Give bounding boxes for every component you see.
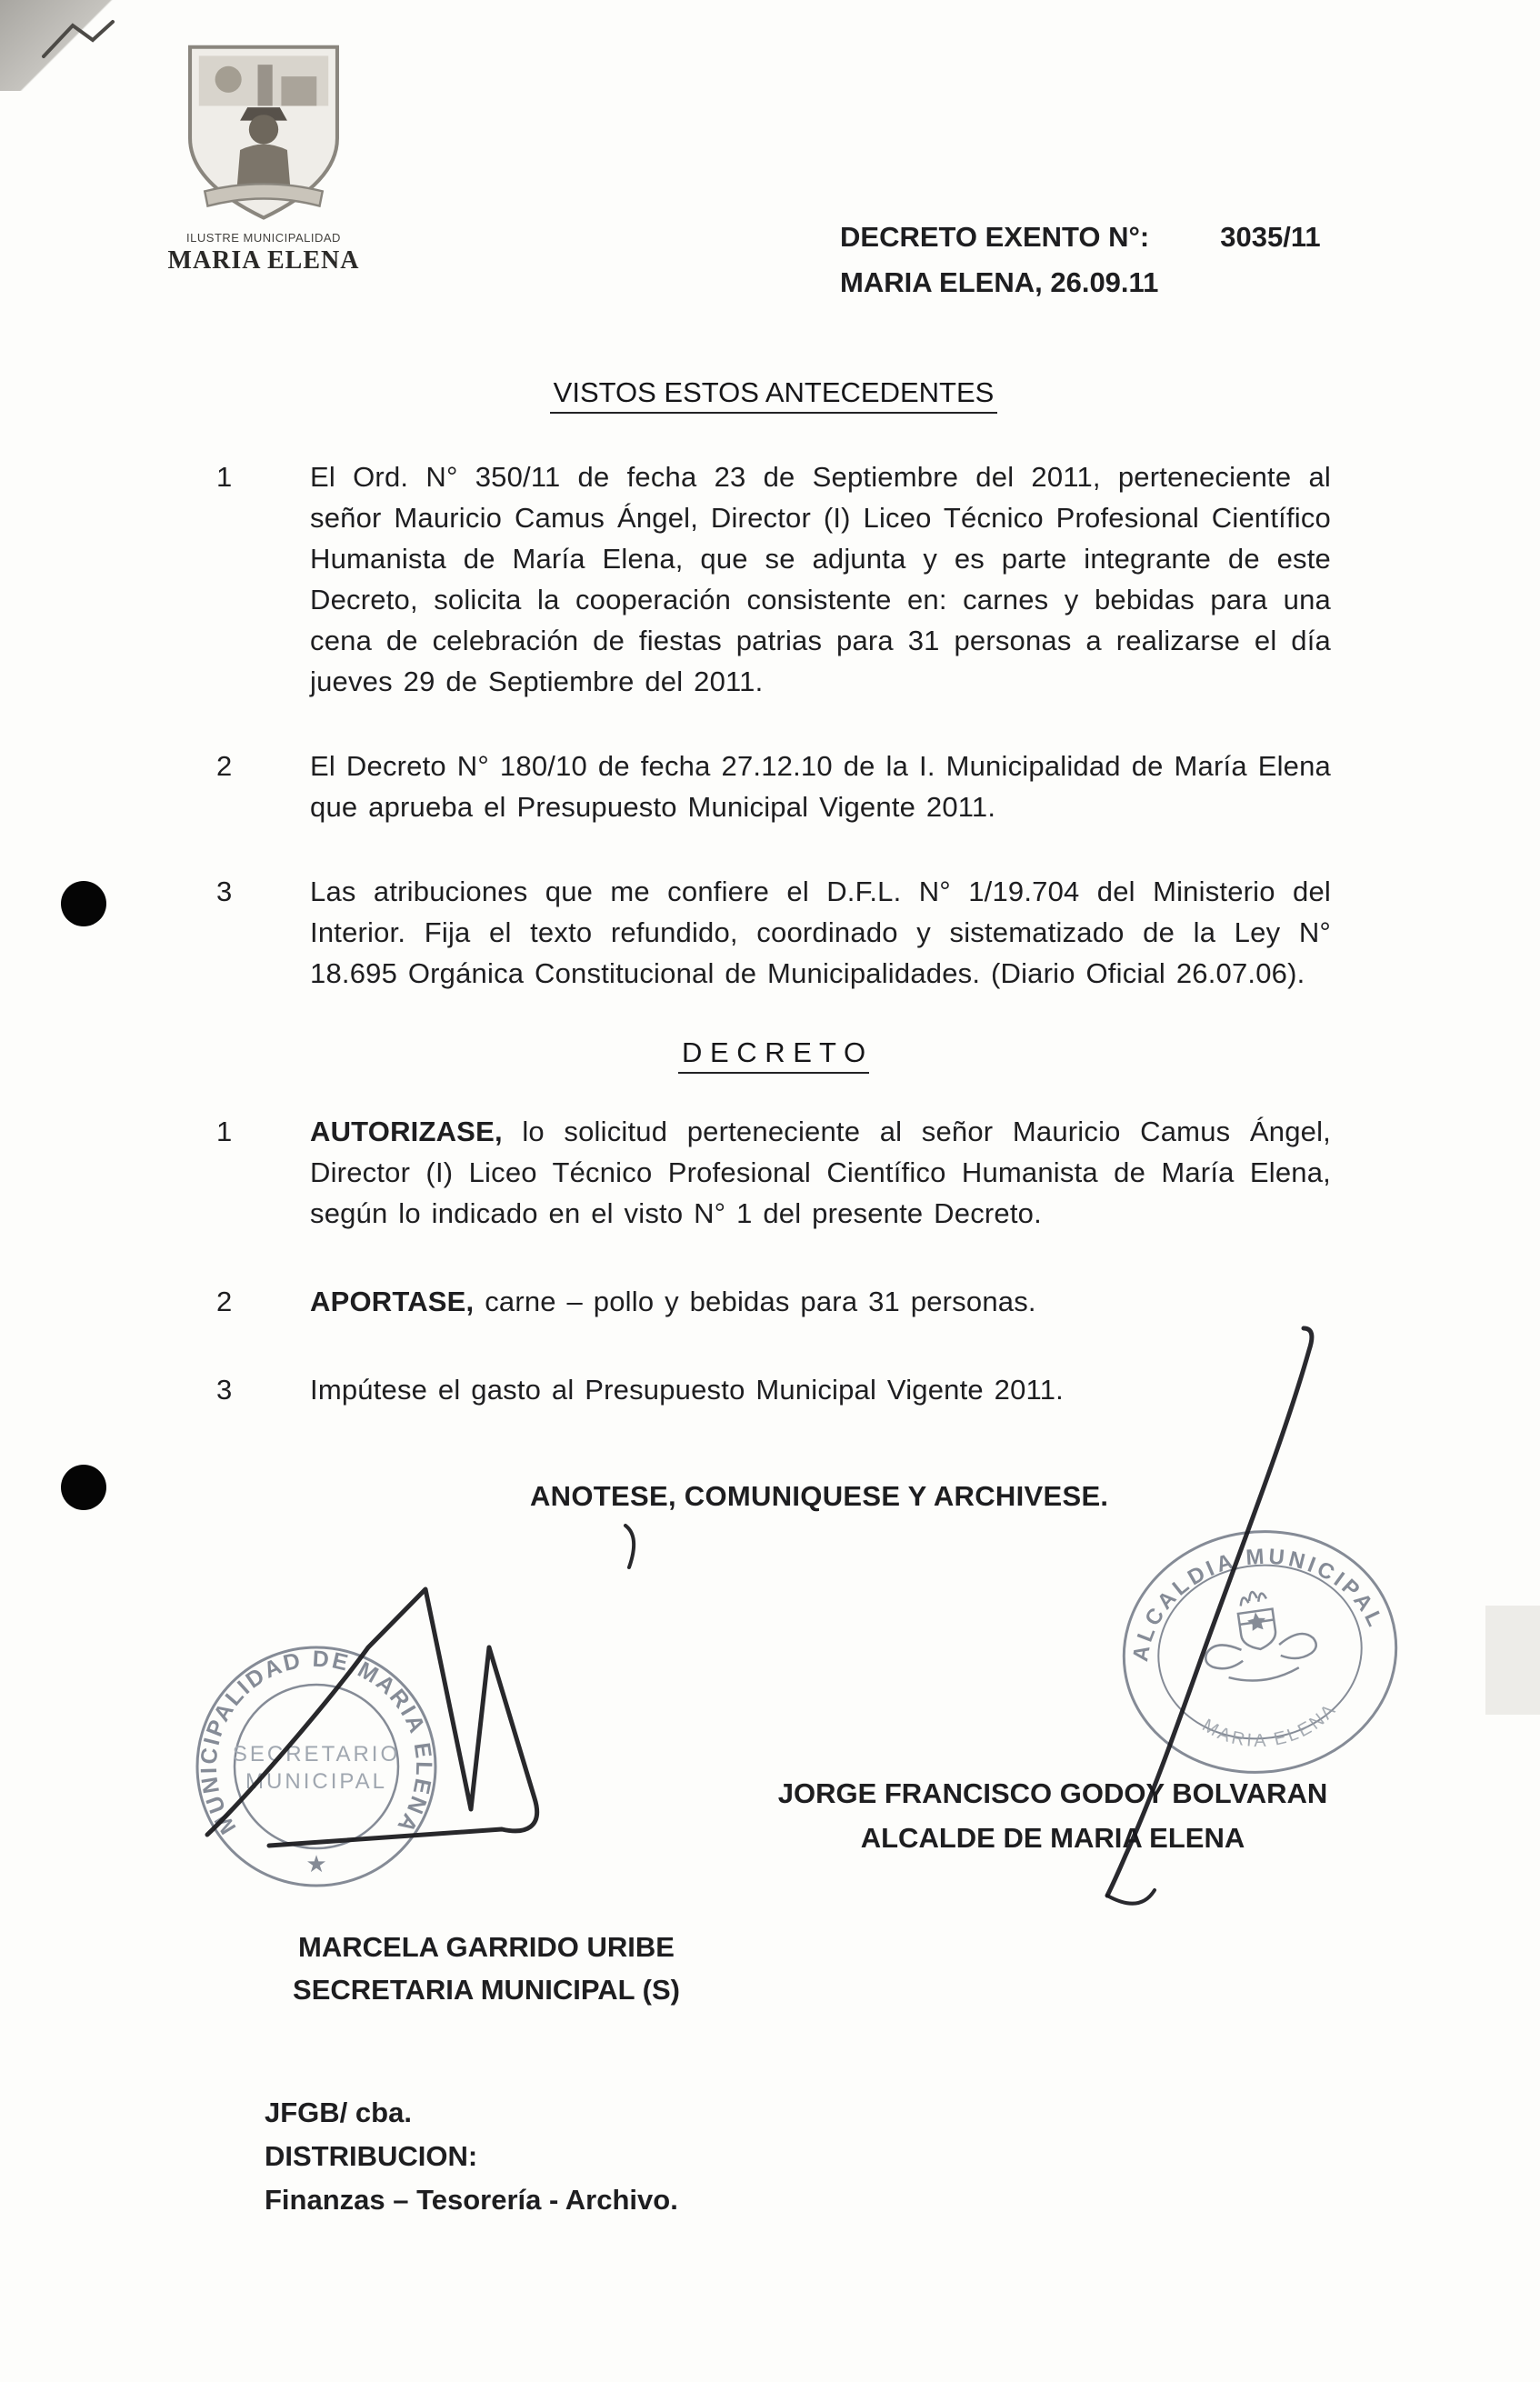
hole-punch-top (61, 881, 106, 926)
mayor-signature (1000, 1323, 1345, 1923)
decree-header (840, 215, 1321, 305)
mayor-stamp-ring-text: ALCALDIA MUNICIPAL (1128, 1544, 1389, 1664)
secretary-name-block (271, 1926, 702, 2011)
item-text (310, 1111, 1331, 1234)
decreto-item-1 (216, 1111, 1331, 1234)
footer-distribution-label: DISTRIBUCION: (265, 2140, 478, 2172)
decree-label: DECRETO EXENTO N°: (840, 221, 1150, 253)
vistos-item-3 (216, 871, 1331, 994)
vistos-item-1 (216, 456, 1331, 702)
secretary-title: SECRETARIA MUNICIPAL (S) (293, 1974, 680, 2006)
secretary-stamp-ring-text: MUNICIPALIDAD DE MARIA ELENA (195, 1646, 437, 1839)
hole-punch-bottom (61, 1465, 106, 1510)
scan-edge-smudge (1485, 1606, 1540, 1715)
vistos-item-2 (216, 746, 1331, 827)
item-rest: lo solicitud perteneciente al señor Mauricio Camus Ángel, Director (I) Liceo Técnico Profesional Científico Humanista de María Elena, según lo indicado en el visto N° 1 del presente Decreto. (310, 1116, 1331, 1229)
item-number: 3 (216, 876, 233, 907)
item-lead: AUTORIZASE, (310, 1116, 503, 1147)
item-rest: Impútese el gasto al Presupuesto Municipal Vigente 2011. (310, 1374, 1064, 1406)
decree-place-date: MARIA ELENA, 26.09.11 (840, 266, 1159, 298)
header-emblem-block (162, 38, 365, 275)
municipal-emblem-icon (175, 38, 353, 224)
secretary-stamp-inner-line2: MUNICIPAL (245, 1769, 387, 1794)
item-number: 1 (216, 461, 233, 493)
star-icon: ★ (305, 1850, 327, 1877)
footer-block (265, 2091, 678, 2222)
footer-distribution-text: Finanzas – Tesorería - Archivo. (265, 2184, 678, 2216)
decree-number: 3035/11 (1220, 221, 1321, 253)
mayor-stamp-bottom-text: MARIA ELENA (1198, 1698, 1342, 1752)
secretary-stamp-inner-line1: SECRETARIO (232, 1742, 401, 1766)
emblem-caption-name: MARIA ELENA (167, 246, 360, 275)
item-number: 3 (216, 1374, 233, 1406)
item-text (310, 1281, 1331, 1322)
emblem-caption-small: ILUSTRE MUNICIPALIDAD (186, 231, 341, 245)
decreto-title: D E C R E T O (216, 1036, 1331, 1074)
decreto-item-2 (216, 1281, 1331, 1322)
item-number: 2 (216, 750, 233, 782)
item-text: El Ord. N° 350/11 de fecha 23 de Septiembre del 2011, perteneciente al señor Mauricio Camus Ángel, Director (I) Liceo Técnico Profesional Científico Humanista de María Elena, que se adjunta y es parte integrante de este Decreto, solicita la cooperación consistente en: carnes y bebidas para una cena de celebración de fiestas patrias para 31 personas a realizarse el día jueves 29 de Septiembre del 2011. (310, 461, 1331, 697)
vistos-title: VISTOS ESTOS ANTECEDENTES (216, 376, 1331, 414)
pen-mark-icon (36, 13, 118, 76)
footer-initials: JFGB/ cba. (265, 2097, 412, 2128)
item-text: El Decreto N° 180/10 de fecha 27.12.10 de la I. Municipalidad de María Elena que aprueba el Presupuesto Municipal Vigente 2011. (310, 750, 1331, 823)
secretary-name: MARCELA GARRIDO URIBE (298, 1931, 675, 1963)
item-rest: carne – pollo y bebidas para 31 personas. (485, 1286, 1036, 1317)
item-lead: APORTASE, (310, 1286, 475, 1317)
vistos-items (216, 456, 1331, 1037)
mayor-name: JORGE FRANCISCO GODOY BOLVARAN (777, 1777, 1328, 1809)
item-number: 1 (216, 1116, 233, 1147)
decree-number-line (840, 215, 1321, 260)
mayor-title: ALCALDE DE MARIA ELENA (860, 1822, 1245, 1854)
closing-line: ANOTESE, COMUNIQUESE Y ARCHIVESE. (530, 1480, 1109, 1512)
item-number: 2 (216, 1286, 233, 1317)
secretary-signature (182, 1509, 673, 1873)
item-text: Las atribuciones que me confiere el D.F.L. N° 1/19.704 del Ministerio del Interior. Fija el texto refundido, coordinado y sistematizado de la Ley N° 18.695 Orgánica Constitucional de Municipalidades. (Diario Oficial 26.07.06). (310, 876, 1331, 989)
